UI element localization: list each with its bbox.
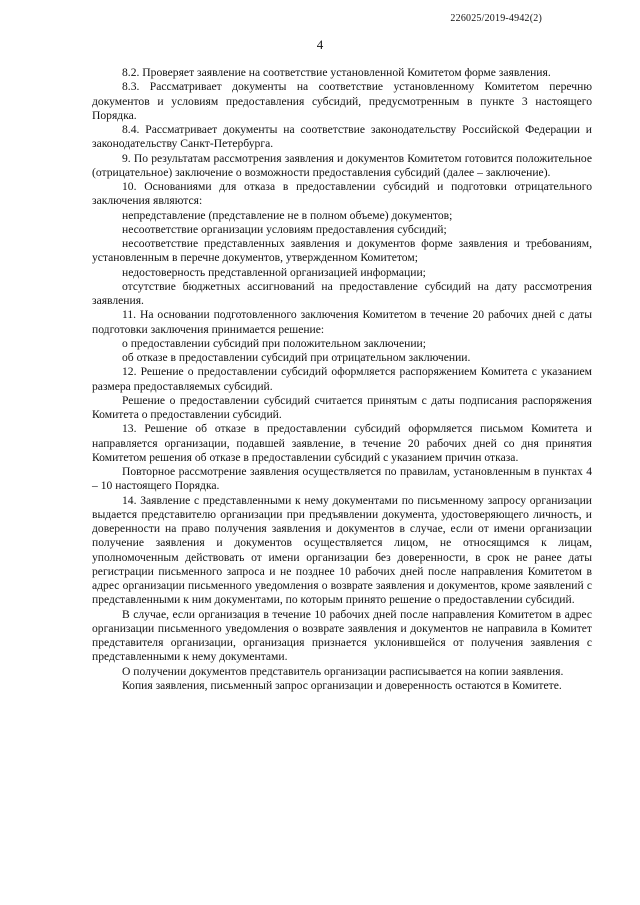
paragraph: 11. На основании подготовленного заключения Комитетом в течение 20 рабочих дней с даты подготовки заключения принимается решение: (92, 308, 592, 336)
paragraph: Копия заявления, письменный запрос организации и доверенность остаются в Комитете. (122, 678, 562, 692)
paragraph: Повторное рассмотрение заявления осуществляется по правилам, установленным в пунктах 4 – 10 настоящего Порядка. (92, 465, 592, 493)
paragraph: Решение о предоставлении субсидий считается принятым с даты подписания распоряжения Комитета о предоставлении субсидий. (92, 393, 592, 421)
paragraph: 8.3. Рассматривает документы на соответствие установленному Комитетом перечню документов и условиям предоставления субсидий, предусмотренным в пункте 3 настоящего Порядка. (92, 80, 592, 122)
paragraph: несоответствие организации условиям предоставления субсидий; (122, 222, 447, 236)
paragraph: отсутствие бюджетных ассигнований на предоставление субсидий на дату рассмотрения заявления. (92, 279, 592, 307)
paragraph: о предоставлении субсидий при положительном заключении; (122, 336, 426, 350)
paragraph: 14. Заявление с представленными к нему документами по письменному запросу организации выдается представителю организации при предъявлении документа, удостоверяющего личность, и доверенности на право получения заявления и документов в случае, если от имени организации получение заявления и документов осуществляется лицом, не относящимся к лицам, уполномоченным действовать от имени организации без доверенности, в срок не ранее даты регистрации письменного запроса и не позднее 10 рабочих дней после направления Комитетом в адрес организации письменного уведомления о возврате заявления и документов, кроме заявлений с представленными к ним документами, по которым принято решение о предоставлении субсидий. (92, 493, 592, 607)
paragraph: 8.2. Проверяет заявление на соответствие установленной Комитетом форме заявления. (122, 66, 551, 79)
paragraph: несоответствие представленных заявления и документов форме заявления и требованиям, установленным в перечне документов, утвержденном Комитетом; (92, 237, 592, 265)
paragraph: 9. По результатам рассмотрения заявления и документов Комитетом готовится положительное (отрицательное) заключение о возможности предоставления субсидий (далее – заключение). (92, 151, 592, 179)
paragraph: недостоверность представленной организацией информации; (122, 265, 426, 279)
document-number: 226025/2019-4942(2) (450, 13, 542, 24)
paragraph: непредставление (представление не в полном объеме) документов; (122, 208, 453, 222)
paragraph: 12. Решение о предоставлении субсидий оформляется распоряжением Комитета с указанием размера предоставляемых субсидий. (92, 365, 592, 393)
paragraph: 13. Решение об отказе в предоставлении субсидий оформляется письмом Комитета и направляется организации, подавшей заявление, в течение 20 рабочих дней со дня принятия Комитетом решения об отказе в предоставлении субсидий с указанием причин отказа. (92, 422, 592, 464)
paragraph: 8.4. Рассматривает документы на соответствие законодательству Российской Федерации и законодательству Санкт-Петербурга. (92, 123, 592, 151)
paragraph: О получении документов представитель организации расписывается на копии заявления. (122, 664, 564, 678)
paragraph: В случае, если организация в течение 10 рабочих дней после направления Комитетом в адрес организации письменного уведомления о возврате заявления и документов не направила в Комитет представителя организации, организация признается уклонившейся от получения заявления с представленными к нему документами. (92, 607, 592, 664)
page-number: 4 (316, 37, 324, 52)
paragraph: 10. Основаниями для отказа в предоставлении субсидий и подготовки отрицательного заключения являются: (92, 180, 592, 208)
document-body (92, 66, 592, 693)
paragraph: об отказе в предоставлении субсидий при отрицательном заключении. (122, 351, 471, 364)
